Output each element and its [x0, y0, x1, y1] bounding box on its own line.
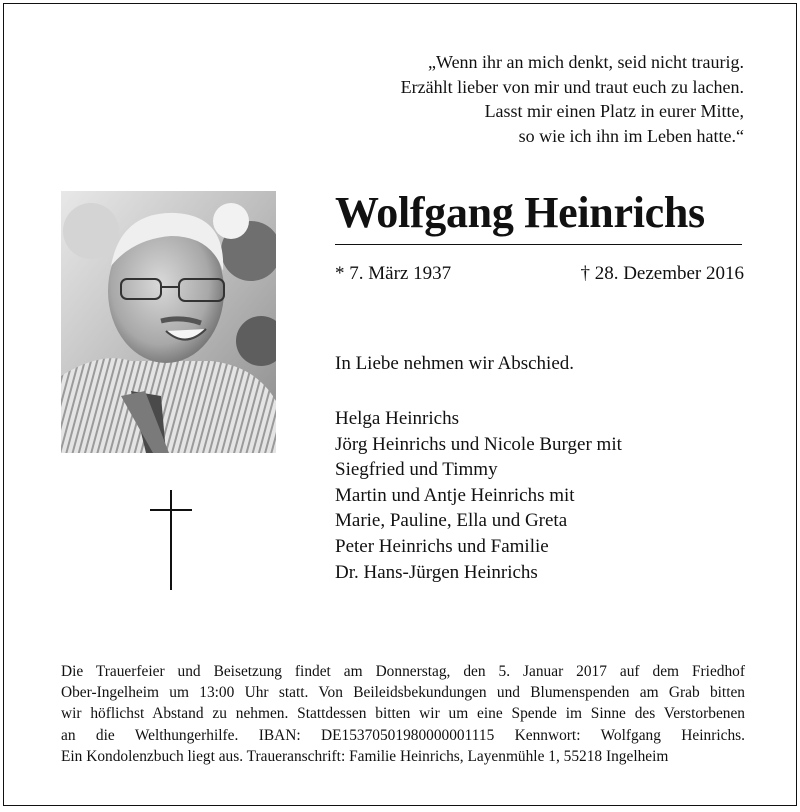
name-divider	[335, 244, 742, 245]
mourner-entry: Jörg Heinrichs und Nicole Burger mit	[335, 433, 622, 455]
motto-line: Lasst mir einen Platz in eurer Mitte,	[484, 101, 744, 121]
motto-line: „Wenn ihr an mich denkt, seid nicht traurig.	[428, 52, 744, 72]
birth-date: * 7. März 1937	[335, 263, 452, 284]
cross-icon	[150, 490, 192, 590]
death-date: † 28. Dezember 2016	[580, 263, 744, 284]
notice-line: an die Welthungerhilfe. IBAN: DE15370501980000001115 Kennwort: Wolfgang Heinrichs.	[61, 726, 745, 744]
notice-line: Ober-Ingelheim um 13:00 Uhr statt. Von Beileidsbekundungen und Blumenspenden am Grab bitten	[61, 684, 745, 702]
mourner-entry: Marie, Pauline, Ella und Greta	[335, 510, 568, 532]
mourner-entry: Martin und Antje Heinrichs mit	[335, 484, 575, 506]
portrait-photo	[61, 191, 276, 453]
motto-line: Erzählt lieber von mir und traut euch zu lachen.	[400, 76, 744, 97]
notice-line: Ein Kondolenzbuch liegt aus. Traueranschrift: Familie Heinrichs, Layenmühle 1, 55218 Ingelheim	[61, 747, 669, 765]
motto-quote	[401, 50, 744, 148]
obituary-notice	[3, 3, 797, 806]
mourner-entry: Dr. Hans-Jürgen Heinrichs	[335, 561, 538, 583]
mourner-entry: Helga Heinrichs	[335, 408, 459, 429]
funeral-notice	[61, 661, 745, 767]
deceased-name: Wolfgang Heinrichs	[335, 188, 705, 237]
motto-line: so wie ich ihn im Leben hatte.“	[518, 125, 744, 146]
mourners-list	[335, 406, 622, 585]
notice-line: wir höflichst Abstand zu nehmen. Stattdessen bitten wir um eine Spende im Sinne des Verstorbenen	[61, 705, 745, 723]
mourner-entry: Peter Heinrichs und Familie	[335, 535, 549, 557]
farewell-line: In Liebe nehmen wir Abschied.	[335, 353, 575, 374]
mourner-entry: Siegfried und Timmy	[335, 459, 498, 481]
notice-line: Die Trauerfeier und Beisetzung findet am Donnerstag, den 5. Januar 2017 auf dem Friedhof	[61, 663, 745, 680]
